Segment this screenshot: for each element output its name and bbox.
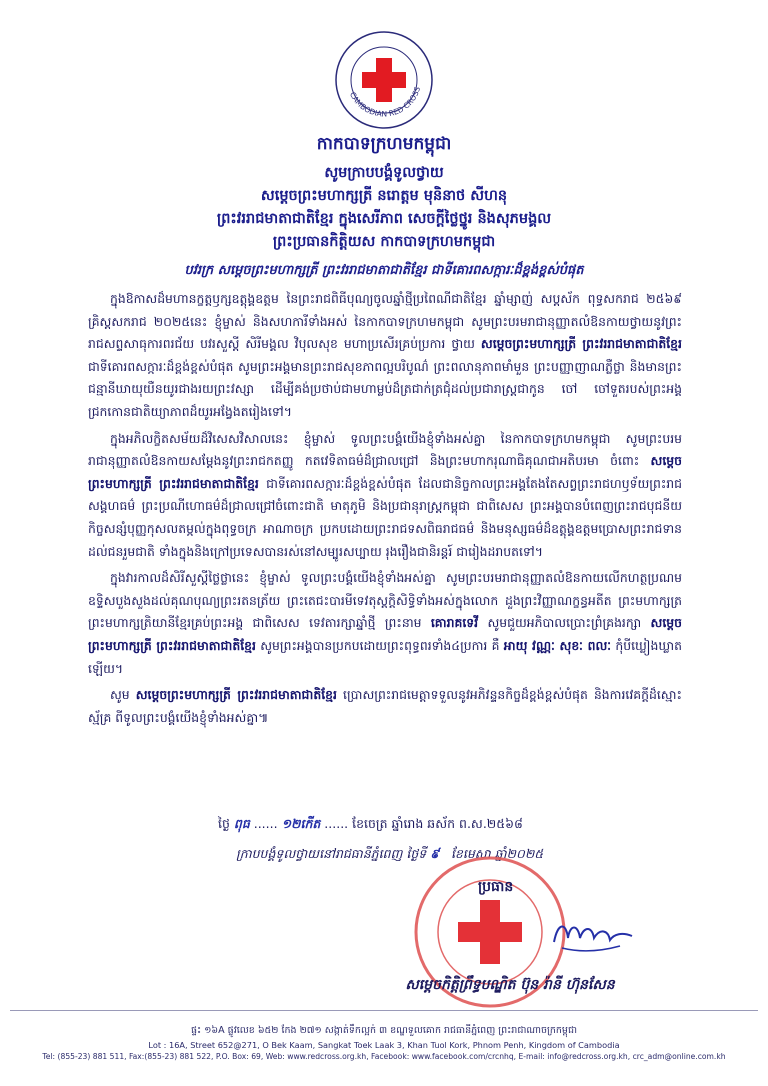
paragraph: ក្នុងឱកាសដ៏មហានក្ខត្តឫក្សឧត្តុង្គឧត្តម នៃព្រះរាជពិធីបុណ្យចូលឆ្នាំថ្មីប្រពៃណីជាតិខ្មែរ ឆ្នាំម្សាញ់ សប្តស័ក ពុទ្ធសករាជ ២៥៦៩ គ្រិស្តសករាជ ២០២៥នេះ ខ្ញុំម្ចាស់ និងសហការីទាំងអស់ នៃកាកបាទក្រហមកម្ពុជា សូមព្រះបរមរាជានុញ្ញាតលំឱនកាយថ្វាយនូវព្រះរាជសព្ទសាធុការពរជ័យ បវរសួស្តី សិរីមង្គល វិបុលសុខ មហាប្រសើរគ្រប់ប្រការ ថ្វាយ សម្តេចព្រះមហាក្សត្រី ព្រះវររាជមាតាជាតិខ្មែរ ជាទីគោរពសក្ការៈដ៏ខ្ពង់ខ្ពស់បំផុត សូមព្រះអង្គមានព្រះរាជសុខភាពល្អបរិបូណ៌ ព្រះពលានុភាពមាំមួន ព្រះបញ្ញាញាណភ្លឺថ្លា និងមានព្រះជន្មានីឃាយុយឺនយូរជាងរយព្រះវស្សា ដើម្បីគង់ប្រថាប់ជាមហាម្លប់ដ៏ត្រជាក់ត្រជុំដល់ប្រជារាស្ត្រជាកូន ចៅ ចៅទួតរបស់ព្រះអង្គជ្រកកោនជាតិយ្យាភាពដ៏យូរអង្វែងតរៀងទៅ។ [88, 291, 682, 419]
letter-body [88, 288, 682, 733]
logo-text: CAMBODIAN RED CROSS [347, 85, 423, 119]
handwritten-signature [548, 912, 638, 956]
president-title: ប្រធាន [478, 879, 514, 895]
subject-line: បវរក្រ សម្តេចព្រះមហាក្សត្រី ព្រះវររាជមាតាជាតិខ្មែរ ជាទីគោរពសក្ការៈដ៏ខ្ពង់ខ្ពស់បំផុត [184, 263, 584, 278]
footer-contacts: Tel: (855-23) 881 511, Fax:(855-23) 881 522, P.O. Box: 69, Web: www.redcross.org.kh, Facebook: www.facebook.com/crcnhq, E-mail: info@redcross.org.kh, crc_adm@online.com.kh [42, 1052, 726, 1061]
red-cross-logo [332, 28, 436, 132]
footer [0, 1024, 768, 1061]
address-heading [0, 162, 768, 254]
paragraph: ក្នុងអភិលក្ខិតសម័យដ៏វិសេសវិសាលនេះ ខ្ញុំម្ចាស់ ទូលព្រះបង្គំយើងខ្ញុំទាំងអស់គ្នា នៃកាកបាទក្រហមកម្ពុជា សូមព្រះបរមរាជានុញ្ញាតលំឱនកាយសម្តែងនូវព្រះរាជកតញ្ញូ កតវេទិតាធម៌ដ៏ជ្រាលជ្រៅ និងព្រះមហាករុណាធិគុណជាអតិបរមា ចំពោះ សម្តេចព្រះមហាក្សត្រី ព្រះវររាជមាតាជាតិខ្មែរ ជាទីគោរពសក្ការៈដ៏ខ្ពង់ខ្ពស់បំផុត ដែលជានិច្ចកាលព្រះអង្គតែងតែសព្វព្រះរាជហឫទ័យព្រះរាជសង្គហធម៌ ព្រះប្រណីហោធម៌ដ៏ជ្រាលជ្រៅចំពោះជាតិ មាតុភូមិ និងប្រជានុរាស្ត្រកម្ពុជា ជាពិសេស ព្រះអង្គបានបំពេញព្រះរាជបុជនីយកិច្ចសន្សំបុញ្ញកុសលតម្កល់ក្នុងពុទ្ធចក្រ អាណាចក្រ ប្រកបដោយព្រះរាជទសពិធរាជធម៌ និងមនុស្សធម៌ដ៏ឧត្តុង្គឧត្តមប្រោសព្រះរាជទានដល់ជនរួមជាតិ ទាំងក្នុងនិងក្រៅប្រទេសបានរស់នៅសម្បូរសប្បាយ រុងរឿងជានិរន្តរ៍ ជារៀងដរាបតទៅ។ [88, 430, 682, 559]
heading-line: សូមក្រាបបង្គំទូលថ្វាយ [324, 165, 444, 181]
lunar-date: ថ្ងៃ ពុធ ...... ១២កើត ...... ខែចេត្រ ឆ្នាំរោង ឆស័ក ព.ស.២៥៦៨ [218, 816, 523, 831]
heading-line: ព្រះវររាជមាតាជាតិខ្មែរ ក្នុងសេរីភាព សេចក្តីថ្លៃថ្នូរ និងសុភមង្គល [216, 211, 552, 227]
solar-date: ក្រាបបង្គំទូលថ្វាយនៅរាជធានីភ្នំពេញ ថ្ងៃទី ៩ ខែមេសា ឆ្នាំ២០២៥ [236, 846, 544, 861]
footer-address-en: Lot : 16A, Street 652@271, O Bek Kaam, Sangkat Toek Laak 3, Khan Tuol Kork, Phnom Penh, Kingdom of Cambodia [148, 1040, 620, 1050]
footer-address-kh: ផ្ទះ ១៦A ផ្លូវលេខ ៦៥២ កែង ២៧១ សង្កាត់ទឹកល្អក់ ៣ ខណ្ឌទួលគោក រាជធានីភ្នំពេញ ព្រះរាជាណាចក្រកម្ពុជា [191, 1025, 577, 1036]
signer-name: សម្តេចកិត្តិព្រឹទ្ធបណ្ឌិត ប៊ុន រ៉ានី ហ៊ុនសែន [405, 977, 615, 993]
logo-emblem-icon [332, 28, 436, 132]
paragraph: សូម សម្តេចព្រះមហាក្សត្រី ព្រះវររាជមាតាជាតិខ្មែរ ប្រោសព្រះរាជមេត្តាទទួលនូវអភិវន្ទនកិច្ចដ៏ខ្ពង់ខ្ពស់បំផុត និងការវេគក្តីដ៏ស្មោះស្ម័គ្រ ពីទូលព្រះបង្គំយើងខ្ញុំទាំងអស់គ្នា៕ [88, 687, 682, 725]
footer-divider [10, 1010, 758, 1011]
paragraph: ក្នុងវារកាលដ៏សិរីសួស្តីថ្លៃថ្លានេះ ខ្ញុំម្ចាស់ ទូលព្រះបង្គំយើងខ្ញុំទាំងអស់គ្នា សូមព្រះបរមរាជានុញ្ញាតលំឱនកាយលើកហត្ថប្រណមឧទ្ទិសបួងសួងដល់គុណបុណ្យព្រះរតនត្រ័យ ព្រះតេជះបារមីទេវតុស្តក្តិសិទ្ធិទាំងអស់ក្នុងលោក ដួងព្រះវិញ្ញាណក្ខន្ធអតីត ព្រះមហាក្សត្រ ព្រះមហាក្សត្រិយានីខ្មែរគ្រប់ព្រះអង្គ ជាពិសេស ទេវតារក្សាឆ្នាំថ្មី ព្រះនាម គោរាគទេវី សូមជួយអភិបាលប្រោះព្រំគ្រងរក្សា សម្តេចព្រះមហាក្សត្រី ព្រះវររាជមាតាជាតិខ្មែរ សូមព្រះអង្គបានប្រកបដោយព្រះពុទ្ធពរទាំង៤ប្រការ គឺ អាយុ វណ្ណៈ សុខៈ ពលៈ កុំបីឃ្លៀងឃ្លាតឡើយ។ [88, 570, 682, 676]
heading-line: សម្តេចព្រះមហាក្សត្រី នរោត្តម មុនិនាថ សីហនុ [260, 188, 508, 204]
signature-icon [548, 912, 638, 956]
heading-line: ព្រះប្រធានកិត្តិយស កាកបាទក្រហមកម្ពុជា [272, 234, 496, 250]
org-name: កាកបាទក្រហមកម្ពុជា [316, 134, 452, 154]
